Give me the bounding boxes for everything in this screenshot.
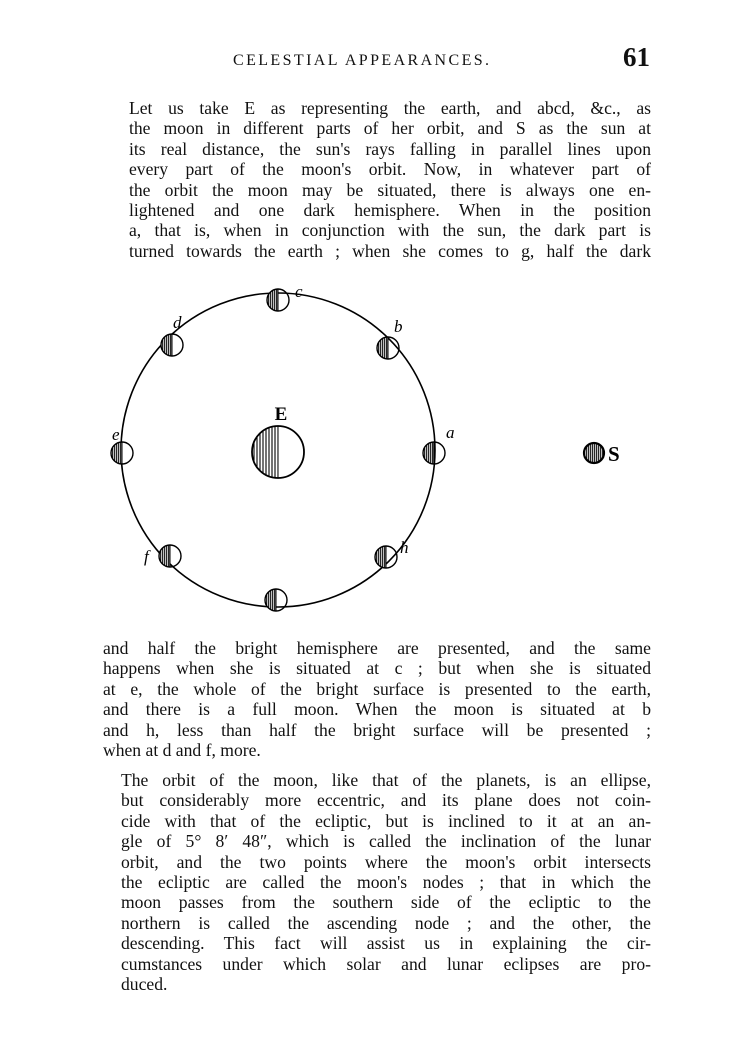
- text-line: cumstances under which solar and lunar eclipses are pro-: [121, 953, 651, 974]
- text-line: gle of 5° 8′ 48″, which is called the inclination of the lunar: [121, 831, 651, 852]
- text-line: northern is called the ascending node ; and the other, the: [121, 912, 651, 933]
- text-line: duced.: [121, 974, 168, 995]
- text-line: orbit, and the two points where the moon's orbit intersects: [121, 851, 651, 872]
- moon-b: [377, 317, 403, 359]
- moon-d: [161, 313, 183, 356]
- moon-label-c: c: [295, 282, 303, 301]
- moon-a: [423, 423, 455, 464]
- text-line: every part of the moon's orbit. Now, in whatever part of: [129, 159, 651, 180]
- text-line: lightened and one dark hemisphere. When in the position: [129, 200, 651, 221]
- paragraph-1: [103, 98, 651, 261]
- text-line: moon passes from the southern side of the ecliptic to the: [121, 892, 651, 913]
- sun-label: S: [608, 442, 620, 466]
- moon-label-b: b: [394, 317, 403, 336]
- text-line: descending. This fact will assist us in explaining the cir-: [121, 933, 651, 954]
- page-header: [103, 42, 650, 82]
- moon-label-f: f: [144, 547, 149, 566]
- text-line: at e, the whole of the bright surface is presented to the earth,: [103, 678, 651, 699]
- moon-f: [144, 545, 181, 567]
- text-line: but considerably more eccentric, and its plane does not coin-: [121, 790, 651, 811]
- moon-label-h: h: [400, 538, 409, 557]
- moon-label-e: e: [112, 425, 120, 444]
- text-line: and half the bright hemisphere are presented, and the same: [103, 638, 651, 658]
- page-number: 61: [623, 42, 650, 72]
- earth-label: E: [274, 404, 288, 425]
- earth: [252, 404, 304, 478]
- text-line: happens when she is situated at c ; but when she is situated: [103, 658, 651, 679]
- text-line: its real distance, the sun's rays falling in parallel lines upon: [129, 138, 651, 159]
- paragraph-2: [103, 638, 651, 760]
- text-line: cide with that of the ecliptic, but is inclined to it at an an-: [121, 810, 651, 831]
- text-line: and h, less than half the bright surface will be presented ;: [103, 719, 651, 740]
- text-line: and there is a full moon. When the moon is situated at b: [103, 699, 651, 720]
- moon-label-d: d: [173, 313, 182, 332]
- text-line: The orbit of the moon, like that of the planets, is an ellipse,: [121, 770, 651, 790]
- paragraph-3: [103, 770, 651, 994]
- text-line: a, that is, when in conjunction with the sun, the dark part is: [129, 220, 651, 241]
- text-line: Let us take E as representing the earth, and abcd, &c., as: [129, 98, 651, 118]
- running-head: CELESTIAL APPEARANCES.: [233, 52, 492, 69]
- text-line: when at d and f, more.: [103, 740, 261, 761]
- text-line: the moon in different parts of her orbit, and S as the sun at: [129, 118, 651, 139]
- text-line: the orbit the moon may be situated, there is always one en-: [129, 179, 651, 200]
- text-line: the ecliptic are called the moon's nodes ; that in which the: [121, 872, 651, 893]
- moon-label-a: a: [446, 423, 455, 442]
- sun: [584, 442, 620, 466]
- moon-g: [265, 589, 287, 611]
- moon-c: [267, 282, 303, 311]
- text-line: turned towards the earth ; when she comes to g, half the dark: [129, 240, 651, 261]
- moon-h: [375, 538, 409, 568]
- moon-orbit-diagram: [100, 280, 660, 620]
